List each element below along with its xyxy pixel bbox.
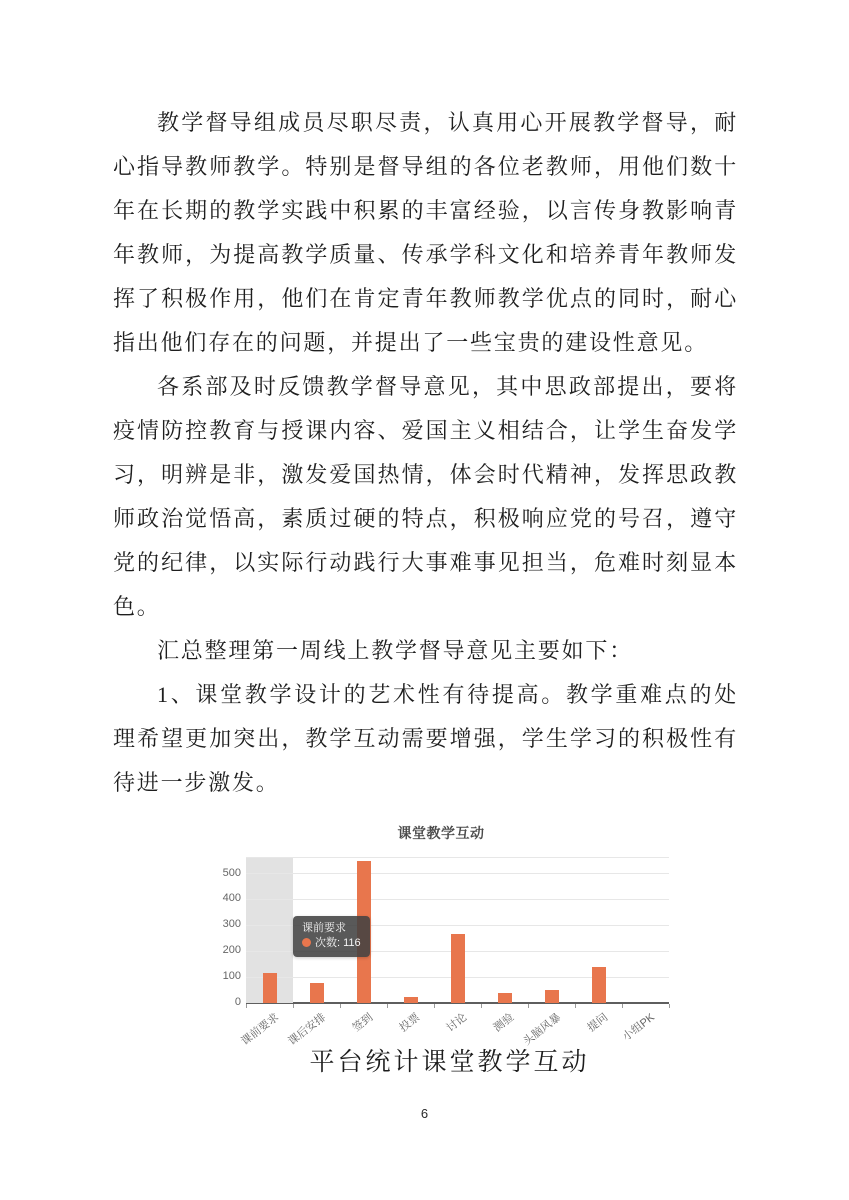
x-axis-tick [340,1004,341,1008]
x-axis-label: 提问 [585,1011,610,1035]
x-axis-label: 头脑风暴 [520,1011,563,1048]
tooltip-value: 次数: 116 [315,937,361,949]
bar [592,967,606,1003]
interaction-bar-chart [215,812,695,1048]
bar [310,983,324,1003]
x-axis-tick [528,1004,529,1008]
x-axis-label: 课前要求 [238,1011,281,1048]
body-paragraph: 1、课堂教学设计的艺术性有待提高。教学重难点的处理希望更加突出，教学互动需要增强，学生学习的积极性有待进一步激发。 [113,682,738,795]
bar [263,973,277,1003]
bar [404,997,418,1003]
x-axis-tick [575,1004,576,1008]
y-axis-label: 400 [222,892,241,905]
x-axis-label: 测验 [491,1011,516,1035]
gridline [246,899,669,900]
bar [545,990,559,1003]
body-paragraph: 教学督导组成员尽职尽责，认真用心开展教学督导，耐心指导教师教学。特别是督导组的各位老教师，用他们数十年在长期的教学实践中积累的丰富经验，以言传身教影响青年教师，为提高教学质量、传承学科文化和培养青年教师发挥了积极作用，他们在肯定青年教师教学优点的同时，耐心指出他们存在的问题，并提出了一些宝贵的建设性意见。 [113,110,738,355]
chart-tooltip [293,916,370,957]
body-paragraph: 汇总整理第一周线上教学督导意见主要如下： [157,638,634,663]
x-axis-label: 讨论 [444,1011,469,1035]
page-number: 6 [420,1106,429,1121]
tooltip-title: 课前要求 [302,922,346,934]
bar [498,993,512,1003]
x-axis-tick [434,1004,435,1008]
y-axis-label: 200 [222,944,241,957]
y-axis-label: 300 [222,918,241,931]
x-axis-label: 课后安排 [285,1011,328,1048]
x-axis-tick [622,1004,623,1008]
body-paragraph: 各系部及时反馈教学督导意见，其中思政部提出，要将疫情防控教育与授课内容、爱国主义相结合，让学生奋发学习，明辨是非，激发爱国热情，体会时代精神，发挥思政教师政治觉悟高，素质过硬的特点，积极响应党的号召，遵守党的纪律，以实际行动践行大事难事见担当，危难时刻显本色。 [113,374,738,619]
y-axis-label: 100 [222,970,241,983]
tooltip-row [302,936,361,951]
x-axis-label: 投票 [397,1011,422,1035]
gridline [246,873,669,874]
body-text [113,101,738,805]
x-axis-tick [293,1004,294,1008]
x-axis-tick [481,1004,482,1008]
x-axis-tick [669,1004,670,1008]
x-axis-label: 小组PK [620,1011,657,1044]
y-axis-label: 0 [234,996,241,1008]
x-axis-label: 签到 [350,1011,375,1035]
figure-caption: 平台统计课堂教学互动 [309,1049,590,1076]
series-dot-icon [302,938,311,947]
chart-title: 课堂教学互动 [397,825,485,841]
x-axis-tick [246,1004,247,1008]
y-axis-label: 500 [222,866,241,879]
bar [451,934,465,1003]
x-axis-tick [387,1004,388,1008]
